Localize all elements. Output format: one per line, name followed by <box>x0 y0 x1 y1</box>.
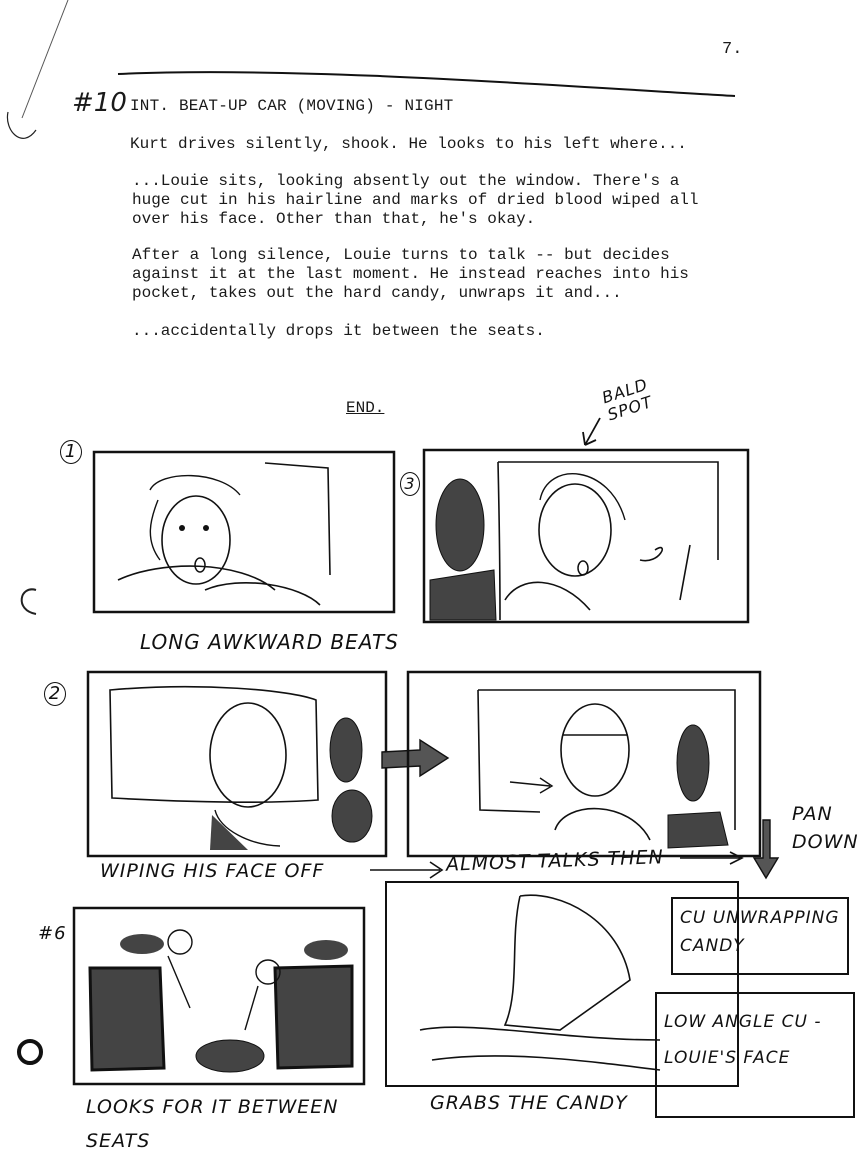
caption-grabs-candy: GRABS THE CANDY <box>430 1092 628 1114</box>
caption-looks-for-it: LOOKS FOR IT BETWEEN SEATS <box>86 1096 339 1152</box>
panel-number-2: 2 <box>44 682 66 706</box>
action-paragraph-1: Kurt drives silently, shook. He looks to his left where... <box>130 135 687 153</box>
panel-2b <box>408 672 760 856</box>
end-marker: END. <box>346 399 385 417</box>
action-paragraph-3: After a long silence, Louie turns to talk -- but decides against it at the last moment. He instead reaches into his pocket, takes out the hard candy, unwraps it and... <box>132 246 689 302</box>
scene-heading: INT. BEAT-UP CAR (MOVING) - NIGHT <box>130 97 454 115</box>
page-number: 7. <box>722 40 743 59</box>
panel-6 <box>74 908 364 1084</box>
panel-1 <box>94 452 394 612</box>
panel-3 <box>424 450 748 622</box>
caption-almost-talks: ALMOST TALKS THEN <box>445 846 665 876</box>
caption-long-awkward-beats: LONG AWKWARD BEATS <box>140 630 399 654</box>
caption-wiping-face: WIPING HIS FACE OFF <box>100 860 325 882</box>
panel-number-6: #6 <box>38 923 67 944</box>
scene-number: #10 <box>72 88 127 118</box>
note-bald-spot: BALD SPOT <box>599 374 655 425</box>
note-low-angle: LOW ANGLE CU - LOUIE'S FACE <box>664 1012 822 1068</box>
note-pan-down: PAN DOWN <box>792 803 859 853</box>
panel-2a <box>88 672 386 856</box>
panel-number-3: 3 <box>400 472 420 496</box>
note-cu-unwrapping: CU UNWRAPPING CANDY <box>680 908 840 956</box>
action-paragraph-2: ...Louie sits, looking absently out the window. There's a huge cut in his hairline and marks of dried blood wiped all over his face. Other than that, he's okay. <box>132 172 699 228</box>
panel-number-1: 1 <box>60 440 82 464</box>
action-paragraph-4: ...accidentally drops it between the seats. <box>132 322 545 340</box>
